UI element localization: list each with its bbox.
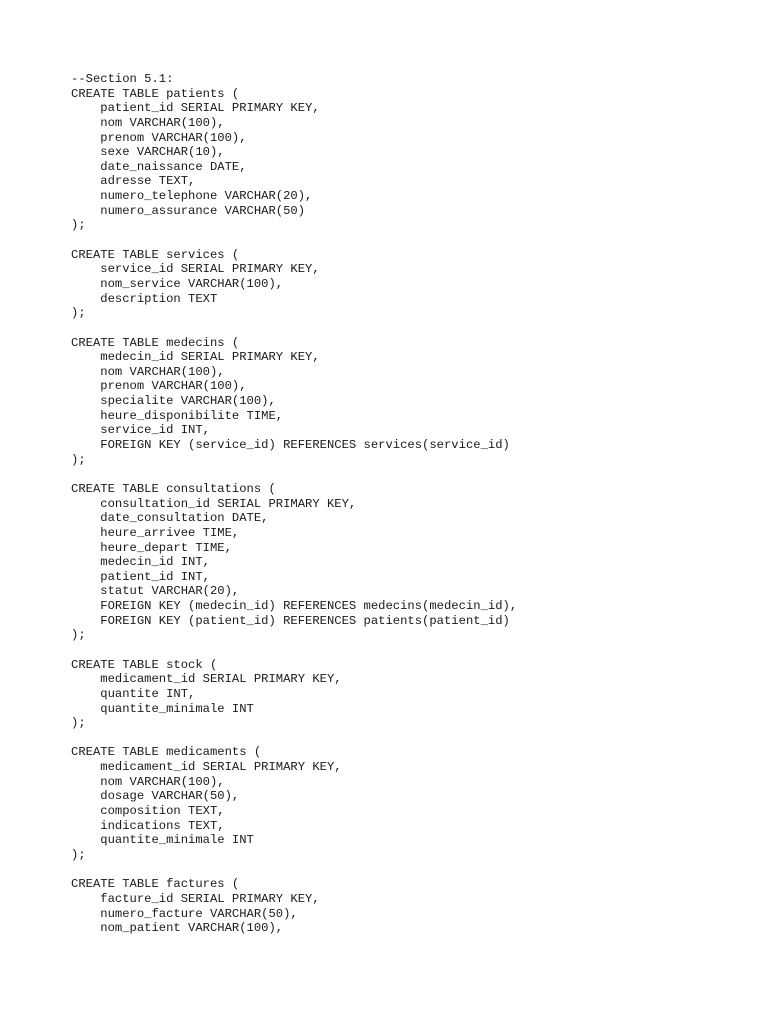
code-line: FOREIGN KEY (medecin_id) REFERENCES medecins(medecin_id), xyxy=(71,599,518,614)
code-line: medicament_id SERIAL PRIMARY KEY, xyxy=(71,672,342,687)
code-line: CREATE TABLE stock ( xyxy=(71,657,218,672)
code-line: description TEXT xyxy=(71,291,218,306)
sql-code-block xyxy=(71,72,751,936)
code-line: nom VARCHAR(100), xyxy=(71,774,225,789)
code-line: service_id INT, xyxy=(71,423,210,438)
code-line: heure_depart TIME, xyxy=(71,540,232,555)
code-line: patient_id INT, xyxy=(71,569,210,584)
code-line: numero_facture VARCHAR(50), xyxy=(71,906,298,921)
code-line: date_naissance DATE, xyxy=(71,159,247,174)
code-line: service_id SERIAL PRIMARY KEY, xyxy=(71,262,320,277)
code-line: medecin_id SERIAL PRIMARY KEY, xyxy=(71,350,320,365)
code-line: quantite INT, xyxy=(71,686,196,701)
code-line: CREATE TABLE patients ( xyxy=(71,86,240,101)
blank-line xyxy=(71,643,751,658)
code-line: nom_service VARCHAR(100), xyxy=(71,276,284,291)
code-line: specialite VARCHAR(100), xyxy=(71,394,276,409)
code-line: ); xyxy=(71,628,86,643)
code-line: ); xyxy=(71,716,86,731)
code-line: indications TEXT, xyxy=(71,818,225,833)
code-line: ); xyxy=(71,847,86,862)
code-line: nom_patient VARCHAR(100), xyxy=(71,921,284,936)
code-line: dosage VARCHAR(50), xyxy=(71,789,240,804)
code-line: ); xyxy=(71,452,86,467)
code-line: heure_disponibilite TIME, xyxy=(71,408,284,423)
code-line: numero_telephone VARCHAR(20), xyxy=(71,189,313,204)
code-line: numero_assurance VARCHAR(50) xyxy=(71,203,306,218)
code-line: FOREIGN KEY (patient_id) REFERENCES patients(patient_id) xyxy=(71,613,510,628)
code-line: composition TEXT, xyxy=(71,804,225,819)
blank-line xyxy=(71,731,751,746)
code-line: ); xyxy=(71,218,86,233)
code-line: FOREIGN KEY (service_id) REFERENCES services(service_id) xyxy=(71,438,510,453)
blank-line xyxy=(71,321,751,336)
code-line: sexe VARCHAR(10), xyxy=(71,145,225,160)
code-line: consultation_id SERIAL PRIMARY KEY, xyxy=(71,496,357,511)
blank-line xyxy=(71,233,751,248)
code-line: patient_id SERIAL PRIMARY KEY, xyxy=(71,101,320,116)
code-line: adresse TEXT, xyxy=(71,174,196,189)
blank-line xyxy=(71,467,751,482)
code-line: quantite_minimale INT xyxy=(71,701,254,716)
code-line: CREATE TABLE consultations ( xyxy=(71,481,276,496)
code-line: nom VARCHAR(100), xyxy=(71,364,225,379)
code-line: statut VARCHAR(20), xyxy=(71,584,240,599)
code-line: CREATE TABLE services ( xyxy=(71,247,240,262)
code-line: facture_id SERIAL PRIMARY KEY, xyxy=(71,891,320,906)
code-line: prenom VARCHAR(100), xyxy=(71,379,247,394)
code-line: date_consultation DATE, xyxy=(71,511,269,526)
code-line: prenom VARCHAR(100), xyxy=(71,130,247,145)
code-line: ); xyxy=(71,306,86,321)
code-line: CREATE TABLE medecins ( xyxy=(71,335,240,350)
code-line: heure_arrivee TIME, xyxy=(71,525,240,540)
code-line: medecin_id INT, xyxy=(71,555,210,570)
code-line: --Section 5.1: xyxy=(71,72,174,86)
code-line: medicament_id SERIAL PRIMARY KEY, xyxy=(71,760,342,775)
code-line: quantite_minimale INT xyxy=(71,833,254,848)
blank-line xyxy=(71,863,751,878)
code-line: CREATE TABLE factures ( xyxy=(71,877,240,892)
code-line: nom VARCHAR(100), xyxy=(71,115,225,130)
code-line: CREATE TABLE medicaments ( xyxy=(71,745,262,760)
